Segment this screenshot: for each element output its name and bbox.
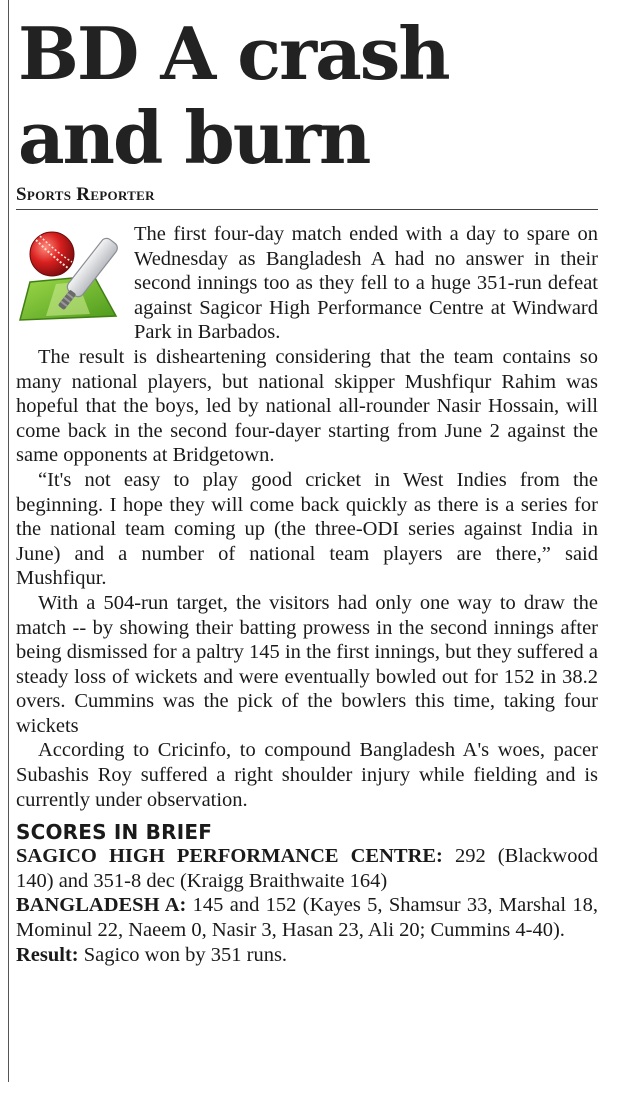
score-line bbox=[16, 844, 598, 893]
cricket-ball-bat-icon bbox=[16, 224, 124, 324]
column-rule bbox=[8, 0, 9, 1082]
headline: BD A crash and burn bbox=[18, 11, 449, 180]
score-team-label: SAGICO HIGH PERFORMANCE CENTRE: bbox=[16, 845, 443, 868]
result-label: Result: bbox=[16, 943, 79, 966]
paragraph-2: The result is disheartening considering that the team contains so many national players, but national skipper Mushfiqur Rahim was hopeful that the boys, led by national all-rounder Nasir Hossain, will come back in the second four-dayer starting from June 2 against the same opponents at Bridgetown. bbox=[16, 345, 598, 467]
paragraph-1: The first four-day match ended with a day to spare on Wednesday as Bangladesh A had no answer in their second innings too as they fell to a huge 351-run defeat against Sagicor High Performance Centre at Windward Park in Barbados. bbox=[134, 223, 598, 344]
score-line bbox=[16, 943, 598, 968]
paragraph-3: “It's not easy to play good cricket in West Indies from the beginning. I hope they will come back quickly as there is a series for the national team coming up (the three-ODI series against India in June) and a number of national team players are there,” said Mushfiqur. bbox=[16, 468, 598, 590]
byline: Sports Reporter bbox=[16, 184, 598, 210]
paragraph-4: With a 504-run target, the visitors had only one way to draw the match -- by showing their batting prowess in the second innings after being dismissed for a paltry 145 in the first innings, but they suffered a steady loss of wickets and were eventually bowled out for 152 in 38.2 overs. Cummins was the pick of the bowlers this time, taking four wickets bbox=[16, 591, 598, 737]
article-body bbox=[16, 222, 598, 812]
scores-in-brief bbox=[16, 844, 598, 967]
result-text: Sagico won by 351 runs. bbox=[78, 943, 288, 966]
score-text: 292 (Blackwood 140) and 351-8 dec (Kraigg Braithwaite 164) bbox=[16, 845, 598, 892]
scores-heading: SCORES IN BRIEF bbox=[16, 820, 213, 845]
score-text: 145 and 152 (Kayes 5, Shamsur 33, Marshal 18, Mominul 22, Naeem 0, Nasir 3, Hasan 23, Ali 20; Cummins 4-40). bbox=[16, 894, 598, 942]
score-line bbox=[16, 893, 598, 942]
paragraph-5: According to Cricinfo, to compound Bangladesh A's woes, pacer Subashis Roy suffered a right shoulder injury while fielding and is currently under observation. bbox=[16, 739, 598, 811]
article bbox=[16, 0, 598, 967]
score-team-label: BANGLADESH A: bbox=[16, 894, 187, 917]
